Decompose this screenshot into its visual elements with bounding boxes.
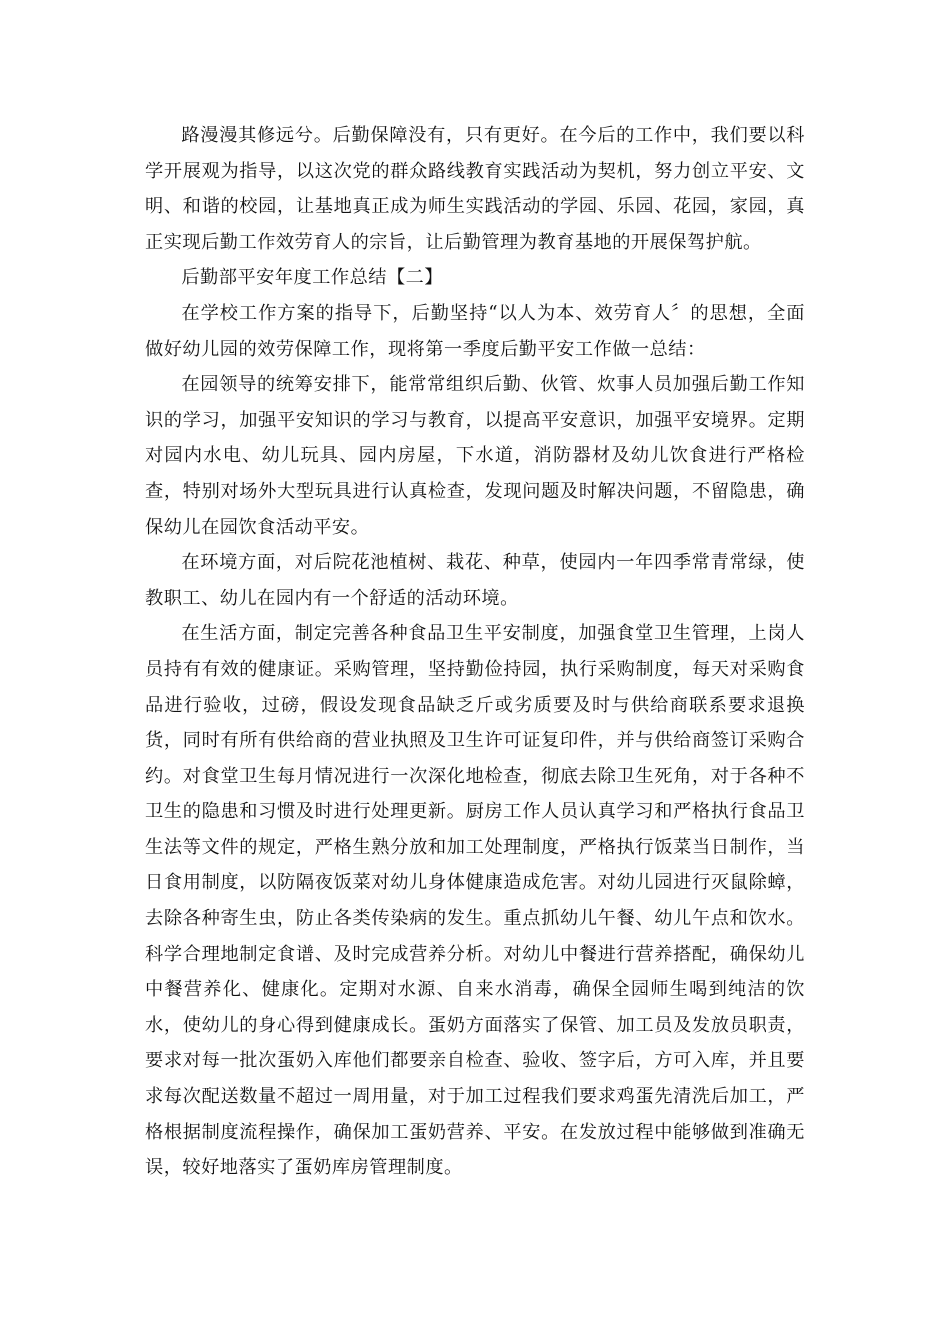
section-heading: 后勤部平安年度工作总结【二】 — [181, 267, 444, 289]
paragraph-environment: 在环境方面，对后院花池植树、栽花、种草，使园内一年四季常青常绿，使教职工、幼儿在园内有一个舒适的活动环境。 — [145, 552, 805, 609]
paragraph-safety-management: 在园领导的统筹安排下，能常常组织后勤、伙管、炊事人员加强后勤工作知识的学习，加强平安知识的学习与教育，以提高平安意识，加强平安境界。定期对园内水电、幼儿玩具、园内房屋，下水道，消防器材及幼儿饮食进行严格检查，特别对场外大型玩具进行认真检查，发现问题及时解决问题，不留隐患，确保幼儿在园饮食活动平安。 — [145, 374, 805, 538]
paragraph-intro: 在学校工作方案的指导下，后勤坚持“以人为本、效劳育人〞的思想，全面做好幼儿园的效劳保障工作，现将第一季度后勤平安工作做一总结： — [145, 302, 805, 360]
paragraph-living: 在生活方面，制定完善各种食品卫生平安制度，加强食堂卫生管理，上岗人员持有有效的健康证。采购管理，坚持勤俭持园，执行采购制度，每天对采购食品进行验收，过磅，假设发现食品缺乏斤或劣质要及时与供给商联系要求退换货，同时有所有供给商的营业执照及卫生许可证复印件，并与供给商签订采购合约。对食堂卫生每月情况进行一次深化地检查，彻底去除卫生死角，对于各种不卫生的隐患和习惯及时进行处理更新。厨房工作人员认真学习和严格执行食品卫生法等文件的规定，严格生熟分放和加工处理制度，严格执行饭菜当日制作，当日食用制度，以防隔夜饭菜对幼儿身体健康造成危害。对幼儿园进行灭鼠除蟑，去除各种寄生虫，防止各类传染病的发生。重点抓幼儿午餐、幼儿午点和饮水。科学合理地制定食谱、及时完成营养分析。对幼儿中餐进行营养搭配，确保幼儿中餐营养化、健康化。定期对水源、自来水消毒，确保全园师生喝到纯洁的饮水，使幼儿的身心得到健康成长。蛋奶方面落实了保管、加工员及发放员职责，要求对每一批次蛋奶入库他们都要亲自检查、验收、签字后，方可入库，并且要求每次配送数量不超过一周用量，对于加工过程我们要求鸡蛋先清洗后加工，严格根据制度流程操作，确保加工蛋奶营养、平安。在发放过程中能够做到准确无误，较好地落实了蛋奶库房管理制度。 — [145, 623, 805, 1179]
document-page — [145, 118, 805, 1186]
paragraph-conclusion: 路漫漫其修远兮。后勤保障没有，只有更好。在今后的工作中，我们要以科学开展观为指导，以这次党的群众路线教育实践活动为契机，努力创立平安、文明、和谐的校园，让基地真正成为师生实践活动的学园、乐园、花园，家园，真正实现后勤工作效劳育人的宗旨，让后勤管理为教育基地的开展保驾护航。 — [145, 125, 805, 253]
